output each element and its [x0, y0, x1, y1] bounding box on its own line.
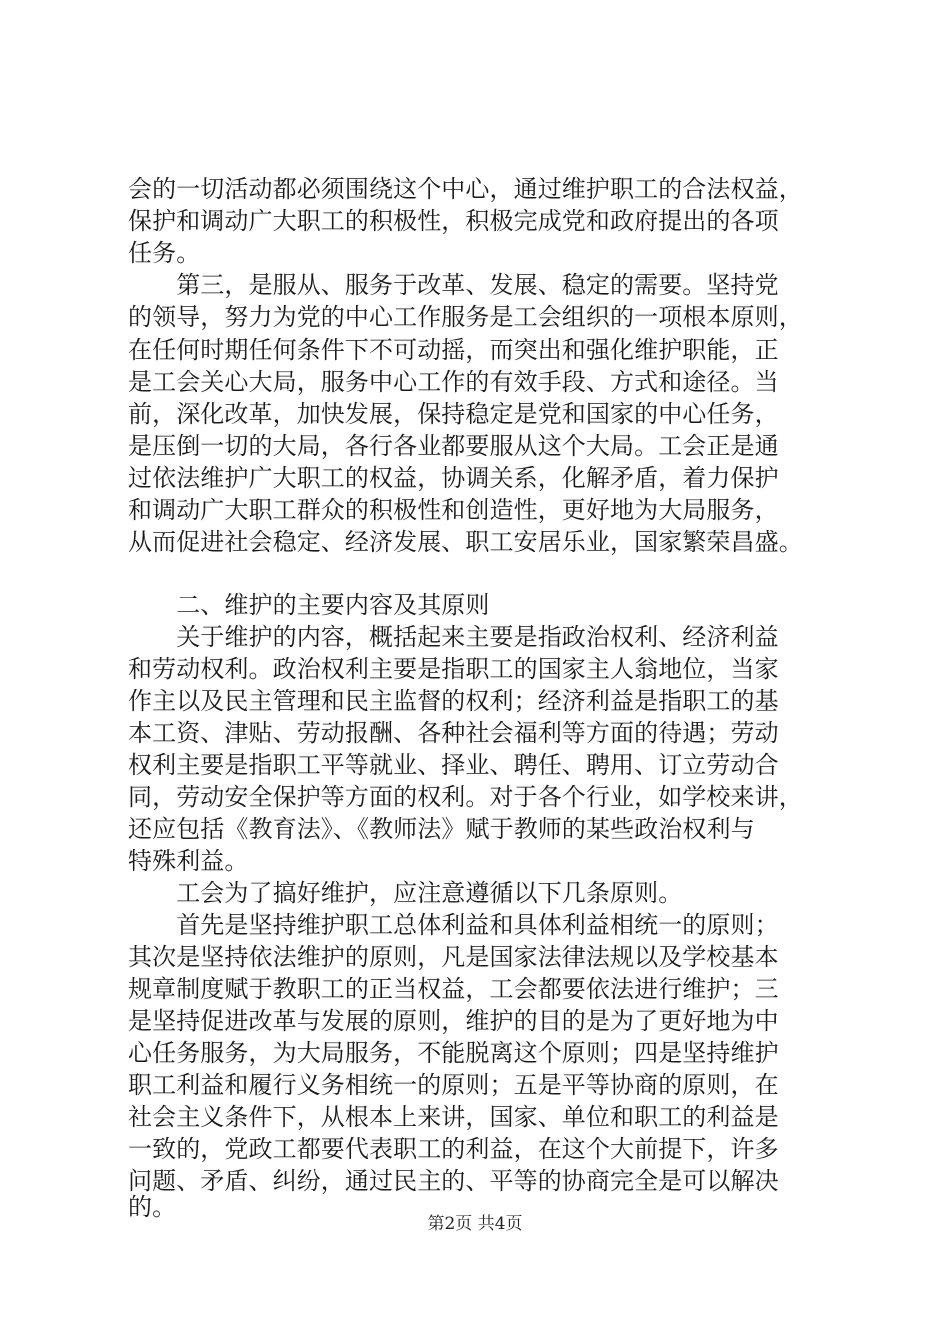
text-line: 问题、矛盾、纠纷，通过民主的、平等的协商完全是可以解决: [128, 1167, 779, 1195]
text-line: 还应包括《教育法》、《教师法》赋于教师的某些政治权利与: [128, 815, 755, 843]
text-line: 任务。: [128, 239, 201, 267]
text-line: 社会主义条件下，从根本上来讲，国家、单位和职工的利益是: [128, 1103, 779, 1131]
text-line: 作主以及民主管理和民主监督的权利；经济利益是指职工的基: [128, 687, 779, 715]
text-line: 过依法维护广大职工的权益，协调关系，化解矛盾，着力保护: [128, 464, 779, 492]
text-line: 特殊利益。: [128, 847, 249, 875]
text-line: 职工利益和履行义务相统一的原则；五是平等协商的原则，在: [128, 1071, 779, 1099]
text-line: 第三，是服从、服务于改革、发展、稳定的需要。坚持党: [128, 271, 779, 299]
text-line: 是坚持促进改革与发展的原则，维护的目的是为了更好地为中: [128, 1007, 779, 1035]
text-line: 工会为了搞好维护，应注意遵循以下几条原则。: [128, 879, 683, 907]
text-line: 从而促进社会稳定、经济发展、职工安居乐业，国家繁荣昌盛。: [128, 528, 803, 556]
section-heading: 二、维护的主要内容及其原则: [128, 591, 490, 619]
text-line: 在任何时期任何条件下不可动摇，而突出和强化维护职能，正: [128, 336, 779, 364]
text-line: 其次是坚持依法维护的原则，凡是国家法律法规以及学校基本: [128, 943, 779, 971]
text-line: 权利主要是指职工平等就业、择业、聘任、聘用、订立劳动合: [128, 751, 779, 779]
text-line: 保护和调动广大职工的积极性，积极完成党和政府提出的各项: [128, 207, 779, 235]
text-line: 本工资、津贴、劳动报酬、各种社会福利等方面的待遇；劳动: [128, 719, 779, 747]
page-number-footer: 第2页 共4页: [427, 1214, 523, 1234]
text-line: 和调动广大职工群众的积极性和创造性，更好地为大局服务，: [128, 496, 779, 524]
text-line: 心任务服务，为大局服务，不能脱离这个原则；四是坚持维护: [128, 1039, 779, 1067]
text-line: 首先是坚持维护职工总体利益和具体利益相统一的原则；: [128, 911, 779, 939]
text-line: 的。: [128, 1193, 177, 1221]
text-line: 是工会关心大局，服务中心工作的有效手段、方式和途径。当: [128, 368, 779, 396]
text-line: 关于维护的内容，概括起来主要是指政治权利、经济利益: [128, 623, 779, 651]
text-line: 是压倒一切的大局，各行各业都要服从这个大局。工会正是通: [128, 432, 779, 460]
text-line: 会的一切活动都必须围绕这个中心，通过维护职工的合法权益，: [128, 175, 803, 203]
text-line: 一致的，党政工都要代表职工的利益，在这个大前提下，许多: [128, 1135, 779, 1163]
text-line: 和劳动权利。政治权利主要是指职工的国家主人翁地位，当家: [128, 655, 779, 683]
text-line: 的领导，努力为党的中心工作服务是工会组织的一项根本原则，: [128, 303, 803, 331]
text-line: 规章制度赋于教职工的正当权益，工会都要依法进行维护；三: [128, 975, 779, 1003]
text-line: 同，劳动安全保护等方面的权利。对于各个行业，如学校来讲，: [128, 783, 803, 811]
text-line: 前，深化改革，加快发展，保持稳定是党和国家的中心任务，: [128, 400, 779, 428]
